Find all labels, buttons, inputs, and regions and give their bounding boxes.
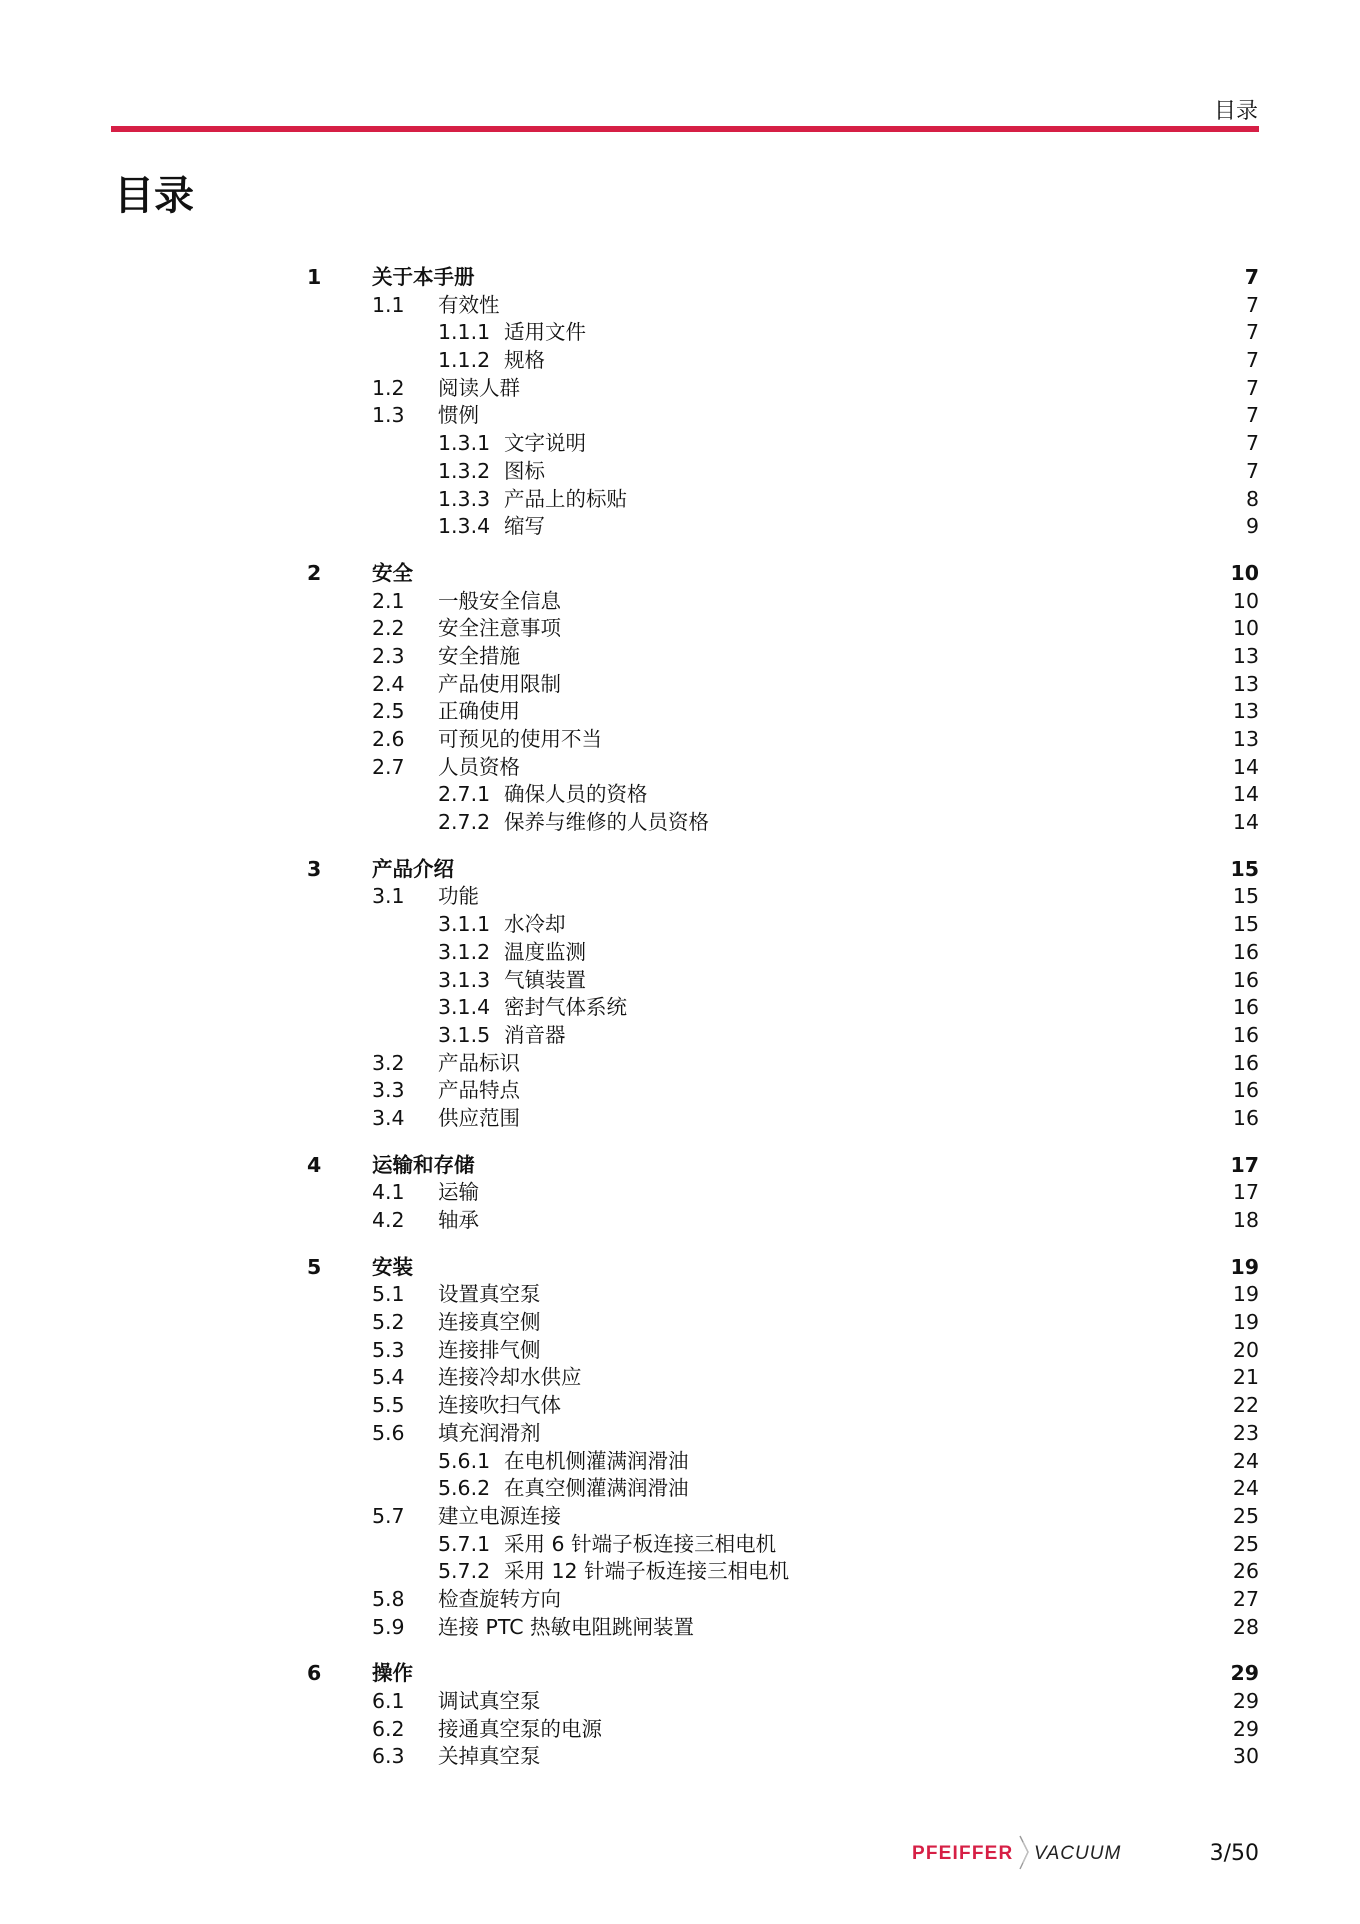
toc-entry-number: 5.3: [372, 1337, 405, 1362]
toc-entry-page: 10: [1230, 560, 1259, 585]
toc-chapter-block: [0, 264, 1360, 541]
toc-entry-title: 安全: [372, 560, 413, 585]
toc-entry-number: 3: [307, 856, 322, 881]
toc-entry-page: 19: [1232, 1282, 1259, 1307]
toc-entry-number: 1.1.1: [438, 320, 491, 345]
toc-section-entry[interactable]: [0, 375, 1360, 403]
toc-entry-title: 检查旋转方向: [438, 1586, 561, 1611]
toc-entry-title: 图标: [504, 458, 545, 483]
toc-section-entry[interactable]: [0, 726, 1360, 754]
toc-entry-number: 4.1: [372, 1180, 405, 1205]
toc-chapter-entry[interactable]: [0, 1254, 1360, 1282]
toc-entry-title: 接通真空泵的电源: [438, 1716, 602, 1741]
toc-entry-page: 17: [1230, 1152, 1259, 1177]
toc-chapter-block: [0, 856, 1360, 1133]
toc-entry-number: 5.8: [372, 1586, 405, 1611]
toc-section-entry[interactable]: [0, 615, 1360, 643]
toc-entry-title: 产品使用限制: [438, 671, 561, 696]
toc-entry-page: 22: [1232, 1393, 1259, 1418]
toc-entry-title: 轴承: [438, 1208, 479, 1232]
toc-entry-page: 17: [1232, 1180, 1259, 1205]
toc-entry-number: 2.4: [372, 671, 405, 696]
toc-entry-title: 关掉真空泵: [438, 1744, 541, 1769]
toc-section-entry[interactable]: [0, 1503, 1360, 1531]
toc-entry-page: 14: [1232, 754, 1259, 779]
toc-section-entry[interactable]: [0, 1688, 1360, 1716]
toc-entry-title: 关于本手册: [372, 265, 475, 289]
toc-entry-page: 16: [1232, 1022, 1259, 1047]
toc-entry-page: 15: [1232, 884, 1259, 909]
toc-entry-page: 29: [1230, 1661, 1259, 1686]
toc-entry-page: 7: [1245, 348, 1259, 373]
toc-entry-title: 人员资格: [438, 754, 520, 779]
toc-entry-title: 安全措施: [438, 643, 520, 668]
toc-section-entry[interactable]: [0, 643, 1360, 671]
toc-entry-title: 连接真空侧: [438, 1310, 541, 1335]
toc-entry-page: 28: [1232, 1614, 1259, 1639]
toc-subsection-entry[interactable]: [0, 1558, 1360, 1586]
toc-entry-number: 3.1.3: [438, 967, 491, 992]
toc-subsection-entry[interactable]: [0, 458, 1360, 486]
toc-entry-page: 13: [1232, 643, 1259, 668]
toc-chapter-block: [0, 1254, 1360, 1642]
toc-subsection-entry[interactable]: [0, 939, 1360, 967]
toc-entry-number: 2.6: [372, 727, 405, 751]
toc-entry-number: 5.6.2: [438, 1476, 491, 1501]
toc-section-entry[interactable]: [0, 1364, 1360, 1392]
toc-entry-page: 13: [1232, 699, 1259, 724]
toc-chapter-entry[interactable]: [0, 1660, 1360, 1688]
toc-entry-number: 5.1: [372, 1282, 405, 1307]
toc-entry-title: 采用 12 针端子板连接三相电机: [504, 1559, 790, 1584]
toc-subsection-entry[interactable]: [0, 781, 1360, 809]
toc-entry-number: 3.1.2: [438, 939, 491, 964]
toc-entry-page: 24: [1232, 1476, 1259, 1501]
toc-entry-title: 填充润滑剂: [438, 1420, 541, 1445]
toc-entry-number: 5.6.1: [438, 1448, 491, 1473]
toc-section-entry[interactable]: [0, 1392, 1360, 1420]
toc-entry-number: 5: [307, 1254, 322, 1279]
toc-section-entry[interactable]: [0, 292, 1360, 320]
toc-section-entry[interactable]: [0, 1281, 1360, 1309]
toc-entry-title: 连接排气侧: [438, 1337, 541, 1362]
toc-entry-title: 正确使用: [438, 699, 520, 724]
logo-text-pfeiffer: PFEIFFER: [912, 1843, 1014, 1864]
toc-entry-number: 5.6: [372, 1420, 405, 1445]
toc-section-entry[interactable]: [0, 1420, 1360, 1448]
toc-entry-title: 密封气体系统: [504, 995, 627, 1020]
toc-section-entry[interactable]: [0, 1586, 1360, 1614]
toc-entry-number: 2.5: [372, 699, 405, 724]
toc-section-entry[interactable]: [0, 754, 1360, 782]
toc-entry-number: 2: [307, 560, 322, 585]
toc-entry-title: 文字说明: [504, 431, 586, 456]
toc-entry-number: 5.7.1: [438, 1531, 491, 1556]
toc-entry-page: 18: [1232, 1208, 1259, 1232]
toc-entry-number: 3.1.1: [438, 912, 491, 937]
toc-entry-title: 连接吹扫气体: [438, 1393, 561, 1418]
toc-subsection-entry[interactable]: [0, 486, 1360, 514]
toc-entry-title: 产品特点: [438, 1078, 520, 1103]
toc-entry-number: 5.7: [372, 1503, 405, 1528]
toc-entry-number: 1.3.2: [438, 458, 491, 483]
toc-entry-title: 适用文件: [504, 320, 586, 345]
toc-entry-title: 惯例: [438, 403, 479, 428]
toc-chapter-block: [0, 1152, 1360, 1235]
toc-entry-number: 3.1.5: [438, 1022, 491, 1047]
toc-subsection-entry[interactable]: [0, 994, 1360, 1022]
toc-entry-number: 6: [307, 1661, 322, 1686]
toc-entry-title: 安装: [372, 1254, 413, 1279]
running-header-title: 目录: [1213, 99, 1258, 124]
toc-entry-number: 3.3: [372, 1078, 405, 1103]
toc-subsection-entry[interactable]: [0, 1475, 1360, 1503]
toc-entry-number: 2.1: [372, 588, 405, 613]
toc-entry-title: 气镇装置: [504, 967, 586, 992]
toc-subsection-entry[interactable]: [0, 513, 1360, 541]
toc-entry-number: 1.3: [372, 403, 405, 428]
toc-entry-title: 在电机侧灌满润滑油: [504, 1448, 689, 1473]
toc-entry-page: 21: [1232, 1365, 1259, 1390]
toc-subsection-entry[interactable]: [0, 809, 1360, 837]
toc-entry-title: 有效性: [438, 292, 500, 317]
toc-chapter-entry[interactable]: [0, 560, 1360, 588]
toc-entry-page: 7: [1245, 431, 1259, 456]
toc-entry-title: 供应范围: [438, 1105, 520, 1130]
toc-subsection-entry[interactable]: [0, 1448, 1360, 1476]
toc-entry-page: 7: [1245, 458, 1259, 483]
toc-section-entry[interactable]: [0, 1716, 1360, 1744]
toc-entry-number: 2.7: [372, 754, 405, 779]
toc-entry-page: 10: [1232, 588, 1259, 613]
toc-entry-number: 1.3.4: [438, 514, 491, 539]
toc-section-entry[interactable]: [0, 1309, 1360, 1337]
toc-subsection-entry[interactable]: [0, 967, 1360, 995]
toc-entry-number: 5.5: [372, 1393, 405, 1418]
toc-entry-number: 3.2: [372, 1050, 405, 1075]
toc-entry-page: 7: [1245, 403, 1259, 428]
toc-entry-title: 确保人员的资格: [504, 782, 648, 807]
toc-entry-number: 1: [307, 265, 322, 289]
toc-entry-page: 13: [1232, 727, 1259, 751]
logo-text-vacuum: VACUUM: [1034, 1843, 1122, 1864]
toc-entry-number: 6.1: [372, 1689, 405, 1713]
table-of-contents: [0, 264, 1360, 1790]
toc-entry-title: 运输: [438, 1180, 479, 1205]
toc-entry-page: 16: [1232, 1105, 1259, 1130]
toc-entry-page: 15: [1232, 912, 1259, 937]
toc-entry-title: 采用 6 针端子板连接三相电机: [504, 1531, 777, 1556]
header-rule: [111, 126, 1259, 132]
toc-section-entry[interactable]: [0, 1743, 1360, 1771]
toc-section-entry[interactable]: [0, 402, 1360, 430]
page-number: 3/50: [1209, 1841, 1259, 1866]
toc-subsection-entry[interactable]: [0, 911, 1360, 939]
toc-subsection-entry[interactable]: [0, 319, 1360, 347]
toc-entry-title: 连接冷却水供应: [438, 1365, 582, 1390]
toc-entry-page: 23: [1232, 1420, 1259, 1445]
toc-chapter-entry[interactable]: [0, 856, 1360, 884]
logo-divider-icon: [1020, 1836, 1028, 1869]
toc-chapter-entry[interactable]: [0, 1152, 1360, 1180]
toc-entry-number: 6.3: [372, 1744, 405, 1769]
toc-entry-number: 1.3.1: [438, 431, 491, 456]
toc-entry-page: 26: [1232, 1559, 1259, 1584]
toc-entry-page: 10: [1232, 616, 1259, 641]
toc-entry-number: 5.2: [372, 1310, 405, 1335]
toc-entry-title: 设置真空泵: [438, 1282, 541, 1307]
toc-section-entry[interactable]: [0, 883, 1360, 911]
toc-entry-page: 16: [1232, 1078, 1259, 1103]
toc-entry-title: 保养与维修的人员资格: [504, 810, 709, 835]
toc-section-entry[interactable]: [0, 1050, 1360, 1078]
toc-entry-title: 温度监测: [504, 939, 586, 964]
toc-entry-page: 29: [1232, 1689, 1259, 1713]
toc-entry-title: 运输和存储: [372, 1152, 475, 1177]
toc-entry-page: 27: [1232, 1586, 1259, 1611]
toc-entry-page: 24: [1232, 1448, 1259, 1473]
toc-entry-page: 7: [1244, 265, 1259, 289]
toc-entry-number: 5.9: [372, 1614, 405, 1639]
toc-entry-title: 安全注意事项: [438, 616, 561, 641]
toc-entry-title: 水冷却: [504, 912, 566, 937]
toc-subsection-entry[interactable]: [0, 347, 1360, 375]
toc-entry-number: 2.7.2: [438, 810, 491, 835]
toc-entry-page: 13: [1232, 671, 1259, 696]
toc-entry-number: 5.4: [372, 1365, 405, 1390]
toc-entry-title: 可预见的使用不当: [438, 727, 602, 751]
toc-entry-page: 7: [1245, 375, 1259, 400]
toc-entry-number: 1.1: [372, 292, 405, 317]
toc-entry-number: 1.1.2: [438, 348, 491, 373]
toc-chapter-block: [0, 1660, 1360, 1771]
toc-section-entry[interactable]: [0, 1207, 1360, 1235]
toc-entry-number: 4.2: [372, 1208, 405, 1232]
toc-subsection-entry[interactable]: [0, 1022, 1360, 1050]
toc-chapter-block: [0, 560, 1360, 837]
toc-entry-title: 功能: [438, 884, 479, 909]
toc-entry-title: 操作: [372, 1661, 413, 1686]
toc-entry-page: 20: [1232, 1337, 1259, 1362]
toc-entry-page: 19: [1232, 1310, 1259, 1335]
toc-entry-page: 16: [1232, 995, 1259, 1020]
toc-section-entry[interactable]: [0, 1179, 1360, 1207]
toc-entry-title: 连接 PTC 热敏电阻跳闸装置: [438, 1614, 695, 1639]
toc-entry-number: 4: [307, 1152, 322, 1177]
toc-entry-title: 产品上的标贴: [504, 486, 627, 511]
toc-entry-number: 1.3.3: [438, 486, 491, 511]
toc-entry-title: 建立电源连接: [438, 1503, 561, 1528]
toc-entry-title: 规格: [504, 348, 545, 373]
toc-entry-page: 7: [1245, 292, 1259, 317]
toc-entry-page: 25: [1232, 1531, 1259, 1556]
toc-entry-page: 14: [1232, 810, 1259, 835]
toc-section-entry[interactable]: [0, 1105, 1360, 1133]
toc-section-entry[interactable]: [0, 1077, 1360, 1105]
page-title: 目录: [114, 173, 194, 219]
toc-entry-number: 1.2: [372, 375, 405, 400]
toc-entry-number: 3.4: [372, 1105, 405, 1130]
toc-entry-title: 产品介绍: [372, 856, 454, 881]
toc-section-entry[interactable]: [0, 588, 1360, 616]
toc-chapter-entry[interactable]: [0, 264, 1360, 292]
toc-entry-number: 3.1: [372, 884, 405, 909]
toc-entry-page: 7: [1245, 320, 1259, 345]
toc-entry-title: 缩写: [504, 514, 545, 539]
toc-entry-page: 14: [1232, 782, 1259, 807]
pfeiffer-vacuum-logo: [912, 1832, 1144, 1872]
toc-entry-number: 5.7.2: [438, 1559, 491, 1584]
toc-entry-page: 19: [1230, 1254, 1259, 1279]
toc-section-entry[interactable]: [0, 1337, 1360, 1365]
toc-section-entry[interactable]: [0, 698, 1360, 726]
toc-entry-page: 16: [1232, 1050, 1259, 1075]
toc-entry-title: 产品标识: [438, 1050, 520, 1075]
toc-entry-page: 25: [1232, 1503, 1259, 1528]
toc-entry-title: 在真空侧灌满润滑油: [504, 1476, 689, 1501]
toc-section-entry[interactable]: [0, 671, 1360, 699]
toc-entry-page: 9: [1245, 514, 1259, 539]
toc-entry-number: 2.3: [372, 643, 405, 668]
toc-entry-page: 30: [1232, 1744, 1259, 1769]
toc-entry-page: 8: [1245, 486, 1259, 511]
toc-entry-page: 16: [1232, 967, 1259, 992]
toc-entry-number: 6.2: [372, 1716, 405, 1741]
toc-entry-title: 阅读人群: [438, 375, 520, 400]
toc-entry-title: 一般安全信息: [438, 588, 561, 613]
toc-entry-page: 29: [1232, 1716, 1259, 1741]
toc-entry-page: 15: [1230, 856, 1259, 881]
toc-entry-number: 2.2: [372, 616, 405, 641]
toc-entry-page: 16: [1232, 939, 1259, 964]
toc-entry-title: 调试真空泵: [438, 1689, 541, 1713]
toc-section-entry[interactable]: [0, 1614, 1360, 1642]
toc-entry-number: 2.7.1: [438, 782, 491, 807]
toc-entry-title: 消音器: [504, 1022, 566, 1047]
toc-subsection-entry[interactable]: [0, 1531, 1360, 1559]
toc-entry-number: 3.1.4: [438, 995, 491, 1020]
toc-subsection-entry[interactable]: [0, 430, 1360, 458]
